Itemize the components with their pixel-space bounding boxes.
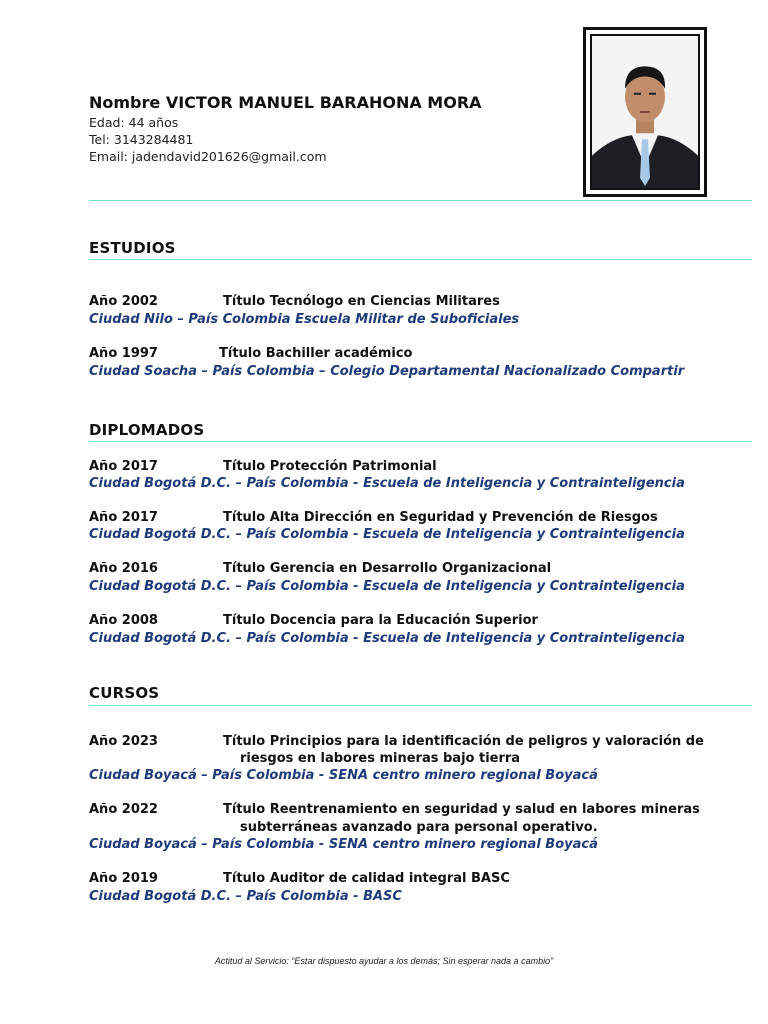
entry-place: Ciudad Bogotá D.C. – País Colombia - Escuela de Inteligencia y Contrainteligencia (89, 476, 685, 491)
entry-title: Título Auditor de calidad integral BASC (223, 871, 510, 886)
entry-place: Ciudad Bogotá D.C. – País Colombia - Escuela de Inteligencia y Contrainteligencia (89, 631, 685, 646)
entry-year: Año 2022 (89, 802, 158, 817)
entry-place: Ciudad Nilo – País Colombia Escuela Militar de Suboficiales (89, 312, 520, 327)
profile-photo (583, 27, 707, 197)
candidate-name: Nombre VICTOR MANUEL BARAHONA MORA (89, 93, 482, 112)
phone-text: Tel: 3143284481 (89, 132, 194, 147)
entry-year: Año 2017 (89, 459, 158, 474)
entry-place: Ciudad Bogotá D.C. – País Colombia - Escuela de Inteligencia y Contrainteligencia (89, 579, 685, 594)
entry-year: Año 1997 (89, 346, 158, 361)
footer-motto: Actitud al Servicio: “Estar dispuesto ayudar a los demás; Sin esperar nada a cambio” (214, 956, 554, 966)
entry-title: Título Bachiller académico (219, 346, 413, 361)
section-title-cursos: CURSOS (89, 684, 160, 702)
entry-year: Año 2017 (89, 510, 158, 525)
entry-title: Título Gerencia en Desarrollo Organizacional (223, 561, 552, 576)
section-title-estudios: ESTUDIOS (89, 239, 176, 257)
entry-title: Título Principios para la identificación de peligros y valoración de (223, 734, 704, 749)
entry-year: Año 2019 (89, 871, 158, 886)
entry-place: Ciudad Bogotá D.C. – País Colombia - Escuela de Inteligencia y Contrainteligencia (89, 527, 685, 542)
age-text: Edad: 44 años (89, 115, 179, 130)
entry-place: Ciudad Bogotá D.C. – País Colombia - BASC (89, 889, 402, 904)
entry-year: Año 2002 (89, 294, 158, 309)
entry-title: Título Protección Patrimonial (223, 459, 437, 474)
entry-year: Año 2008 (89, 613, 158, 628)
entry-title: Título Alta Dirección en Seguridad y Prevención de Riesgos (223, 510, 658, 525)
divider (89, 441, 752, 442)
entry-title-continued: riesgos en labores mineras bajo tierra (240, 751, 521, 766)
portrait-image (592, 36, 698, 188)
entry-title-continued: subterráneas avanzado para personal operativo. (240, 820, 598, 835)
entry-year: Año 2016 (89, 561, 158, 576)
entry-title: Título Tecnólogo en Ciencias Militares (223, 294, 500, 309)
divider (89, 200, 752, 201)
entry-place: Ciudad Boyacá – País Colombia - SENA centro minero regional Boyacá (89, 837, 598, 852)
email-text: Email: jadendavid201626@gmail.com (89, 149, 327, 164)
entry-place: Ciudad Boyacá – País Colombia - SENA centro minero regional Boyacá (89, 768, 598, 783)
entry-title: Título Docencia para la Educación Superior (223, 613, 538, 628)
entry-place: Ciudad Soacha – País Colombia – Colegio Departamental Nacionalizado Compartir (89, 364, 685, 379)
divider (89, 705, 752, 706)
entry-title: Título Reentrenamiento en seguridad y salud en labores mineras (223, 802, 700, 817)
section-title-diplomados: DIPLOMADOS (89, 421, 205, 439)
entry-year: Año 2023 (89, 734, 158, 749)
divider (89, 259, 752, 260)
